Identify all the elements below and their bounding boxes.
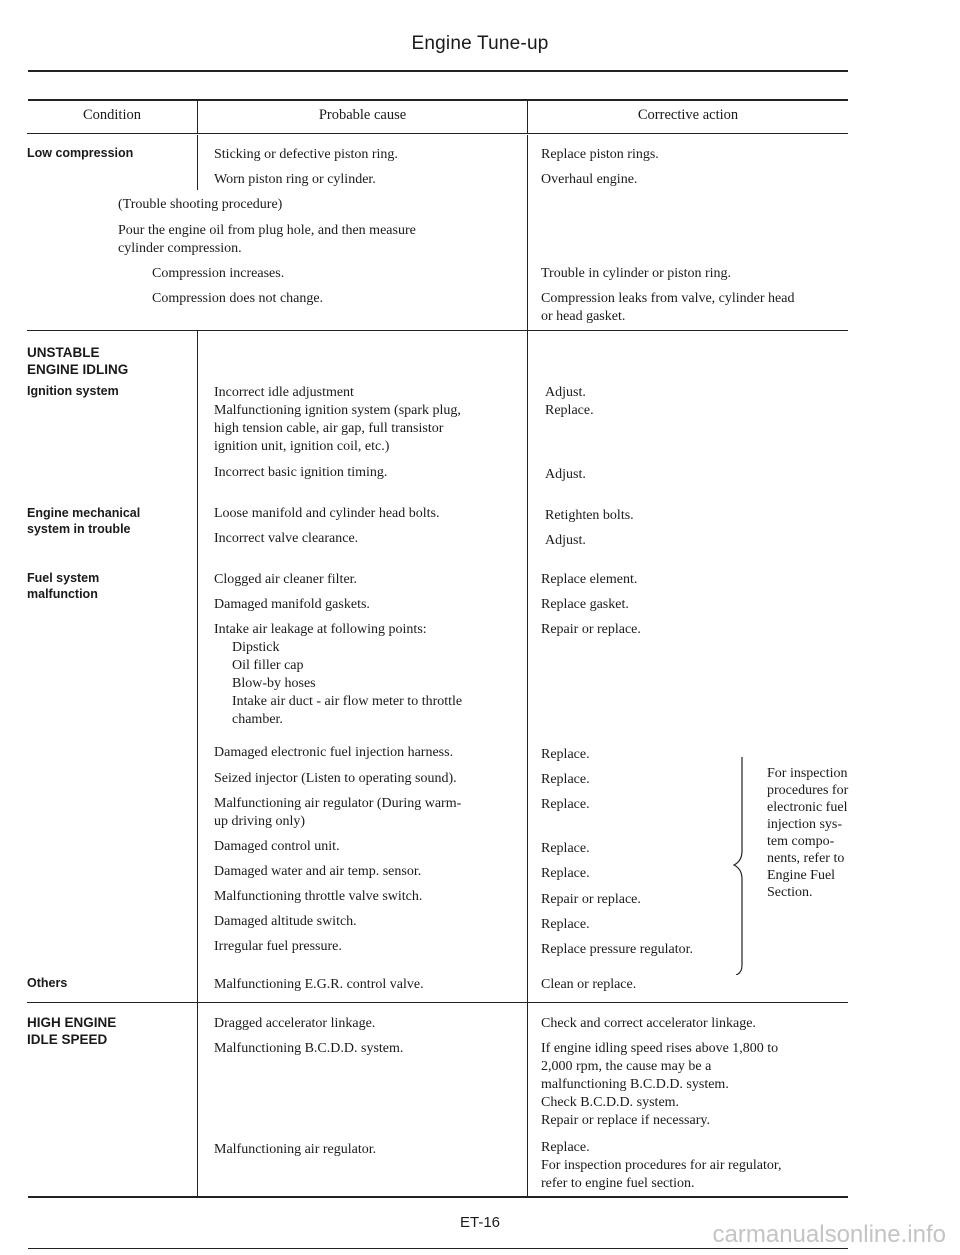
action-text: Replace.	[541, 917, 590, 932]
procedure-result: Compression increases.	[152, 266, 285, 281]
action-text: Replace.	[545, 403, 594, 418]
action-text: Replace piston rings.	[541, 147, 659, 162]
action-text: Replace.	[541, 772, 590, 787]
header-condition: Condition	[82, 107, 141, 123]
action-text: refer to engine fuel section.	[541, 1176, 695, 1191]
header-corrective-action: Corrective action	[637, 107, 739, 123]
col-divider-cause-1	[197, 135, 198, 190]
cause-text: Damaged control unit.	[214, 839, 340, 854]
cause-text: Malfunctioning air regulator (During warm-	[214, 796, 462, 811]
cause-text: Damaged water and air temp. sensor.	[214, 864, 422, 879]
brace-connector	[728, 755, 758, 975]
subcondition-engine-mechanical: Engine mechanical	[27, 506, 141, 520]
procedure-text: cylinder compression.	[118, 241, 242, 256]
cause-text: Malfunctioning air regulator.	[214, 1142, 377, 1157]
procedure-text: Pour the engine oil from plug hole, and then measure	[118, 223, 416, 238]
note-line: nents, refer to	[767, 851, 845, 866]
action-text: Replace.	[541, 747, 590, 762]
cause-text: Malfunctioning E.G.R. control valve.	[214, 977, 424, 992]
cause-text: high tension cable, air gap, full transistor	[214, 421, 444, 436]
action-text: Replace.	[541, 1140, 590, 1155]
action-text: Replace gasket.	[541, 597, 629, 612]
cause-text: Seized injector (Listen to operating sound).	[214, 771, 457, 786]
cause-text: ignition unit, ignition coil, etc.)	[214, 439, 390, 454]
action-text: Replace.	[541, 797, 590, 812]
title-rule	[28, 70, 848, 72]
cause-text: up driving only)	[214, 814, 305, 829]
action-text: Adjust.	[545, 467, 586, 482]
action-text: Check and correct accelerator linkage.	[541, 1016, 756, 1031]
cause-text: Malfunctioning throttle valve switch.	[214, 889, 423, 904]
row-divider-2	[27, 1002, 848, 1003]
header-bottom-border	[27, 133, 848, 134]
action-text: 2,000 rpm, the cause may be a	[541, 1059, 712, 1074]
cause-text: Malfunctioning ignition system (spark plug,	[214, 403, 461, 418]
cause-subitem: chamber.	[232, 712, 283, 727]
header-probable-cause: Probable cause	[318, 107, 407, 123]
note-line: injection sys-	[767, 817, 843, 832]
watermark: carmanualsonline.info	[712, 1221, 946, 1248]
efi-inspection-note	[767, 765, 848, 901]
action-text: Repair or replace if necessary.	[541, 1113, 710, 1128]
cause-text: Sticking or defective piston ring.	[214, 147, 398, 162]
action-text: Overhaul engine.	[541, 172, 638, 187]
condition-unstable-idling: ENGINE IDLING	[27, 362, 129, 377]
procedure-result: Compression does not change.	[152, 291, 324, 306]
note-line: tem compo-	[767, 834, 835, 849]
action-text: Check B.C.D.D. system.	[541, 1095, 680, 1110]
condition-high-idle-speed: IDLE SPEED	[27, 1032, 108, 1047]
action-text: or head gasket.	[541, 309, 626, 324]
cause-text: Dragged accelerator linkage.	[214, 1016, 376, 1031]
cause-text: Intake air leakage at following points:	[214, 622, 427, 637]
cause-text: Damaged manifold gaskets.	[214, 597, 370, 612]
note-line: electronic fuel	[767, 800, 848, 815]
cause-subitem: Intake air duct - air flow meter to throttle	[232, 694, 463, 709]
row-divider-1	[27, 330, 848, 331]
action-text: Clean or replace.	[541, 977, 637, 992]
action-text: Replace.	[541, 841, 590, 856]
action-text: If engine idling speed rises above 1,800 to	[541, 1041, 779, 1056]
note-line: Engine Fuel	[767, 868, 836, 883]
cause-text: Incorrect idle adjustment	[214, 385, 354, 400]
action-text: malfunctioning B.C.D.D. system.	[541, 1077, 729, 1092]
note-line: For inspection	[767, 766, 848, 781]
action-text: Replace pressure regulator.	[541, 942, 693, 957]
action-text: Repair or replace.	[541, 892, 641, 907]
table-top-border	[28, 99, 848, 101]
cause-text: Damaged altitude switch.	[214, 914, 357, 929]
subcondition-others: Others	[27, 976, 68, 990]
action-text: Adjust.	[545, 385, 586, 400]
action-text: Adjust.	[545, 533, 586, 548]
cause-text: Irregular fuel pressure.	[214, 939, 342, 954]
cause-text: Clogged air cleaner filter.	[214, 572, 358, 587]
condition-low-compression: Low compression	[27, 146, 134, 160]
col-divider-action-1	[527, 135, 528, 331]
condition-high-idle-speed: HIGH ENGINE	[27, 1015, 117, 1030]
subcondition-engine-mechanical: system in trouble	[27, 522, 131, 536]
page-title: Engine Tune-up	[411, 33, 549, 54]
cause-subitem: Blow-by hoses	[232, 676, 316, 691]
action-text: Retighten bolts.	[545, 508, 634, 523]
subcondition-fuel-system: malfunction	[27, 587, 98, 601]
cause-text: Damaged electronic fuel injection harness.	[214, 745, 454, 760]
page-number: ET-16	[459, 1214, 501, 1231]
col-divider-cause-2	[197, 331, 198, 1197]
cause-text: Incorrect valve clearance.	[214, 531, 359, 546]
subcondition-ignition-system: Ignition system	[27, 384, 119, 398]
condition-unstable-idling: UNSTABLE	[27, 345, 100, 360]
cause-text: Loose manifold and cylinder head bolts.	[214, 506, 440, 521]
cause-text: Incorrect basic ignition timing.	[214, 465, 388, 480]
cause-subitem: Dipstick	[232, 640, 280, 655]
cause-subitem: Oil filler cap	[232, 658, 304, 673]
col-divider-action-2	[527, 331, 528, 1197]
cause-text: Malfunctioning B.C.D.D. system.	[214, 1041, 404, 1056]
note-line: Section.	[767, 885, 813, 900]
note-line: procedures for	[767, 783, 849, 798]
action-text: Compression leaks from valve, cylinder head	[541, 291, 795, 306]
subcondition-fuel-system: Fuel system	[27, 571, 100, 585]
action-text: Repair or replace.	[541, 622, 641, 637]
action-text: For inspection procedures for air regulator,	[541, 1158, 782, 1173]
cause-text: Worn piston ring or cylinder.	[214, 172, 376, 187]
table-bottom-border	[28, 1196, 848, 1198]
action-text: Replace element.	[541, 572, 638, 587]
procedure-title: (Trouble shooting procedure)	[118, 197, 283, 212]
action-text: Trouble in cylinder or piston ring.	[541, 266, 732, 281]
action-text: Replace.	[541, 866, 590, 881]
